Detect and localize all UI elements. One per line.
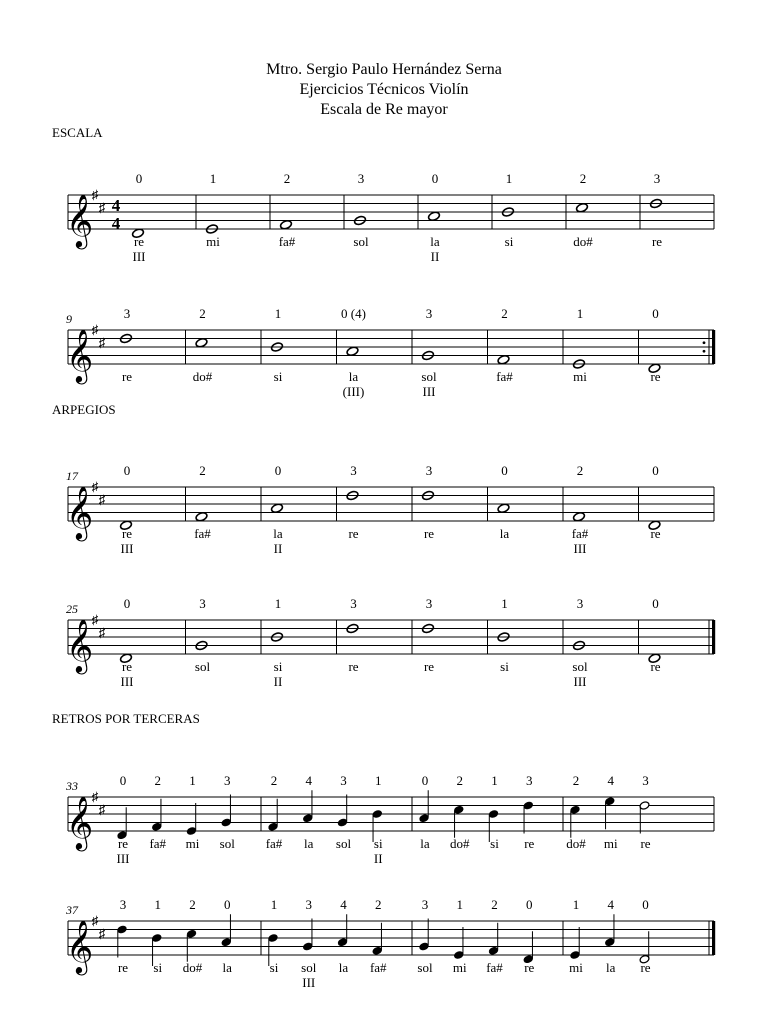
finger-number: 1 (189, 773, 196, 788)
finger-number: 1 (576, 306, 584, 321)
key-signature-sharp-icon: ♯ (91, 789, 99, 804)
note-name: fa# (571, 526, 589, 541)
position-label: III (132, 249, 146, 264)
treble-clef-icon: 𝄞 (66, 487, 94, 538)
staff-group (65, 897, 715, 990)
finger-number: 3 (199, 596, 206, 611)
finger-number: 1 (154, 897, 161, 912)
finger-number: 0 (421, 773, 429, 788)
section-arpegios: ARPEGIOS (52, 402, 116, 417)
finger-number: 1 (501, 596, 508, 611)
note-name: fa# (486, 960, 503, 975)
finger-number: 2 (501, 306, 508, 321)
note-name: re (650, 659, 661, 674)
note-name: re (640, 836, 651, 851)
staff-group (66, 171, 714, 264)
note-name: re (524, 960, 535, 975)
note-name: la (304, 836, 314, 851)
finger-number: 2 (199, 463, 206, 478)
note-name: re (121, 526, 133, 541)
note-name: sol (219, 836, 235, 851)
whole-note (280, 219, 293, 230)
finger-number: 2 (154, 773, 161, 788)
note-name: re (423, 659, 435, 674)
note-name: re (117, 960, 129, 975)
note-name: la (338, 960, 349, 975)
finger-number: 2 (456, 773, 463, 788)
finger-number: 3 (224, 773, 231, 788)
measure-number: 25 (66, 602, 78, 616)
key-signature-sharp-icon: ♯ (98, 199, 106, 215)
note-name: fa# (369, 960, 387, 975)
finger-number: 3 (421, 897, 429, 912)
note-name: sol (572, 659, 588, 674)
note-name: mi (573, 369, 587, 384)
finger-number: 1 (505, 171, 513, 186)
system-1 (0, 171, 768, 264)
finger-number: 2 (199, 306, 206, 321)
finger-number: 0 (274, 463, 282, 478)
note-name: la (420, 836, 430, 851)
note-name: sol (417, 960, 433, 975)
treble-clef-icon: 𝄞 (66, 330, 94, 381)
finger-number: 2 (576, 463, 584, 478)
staff-group (66, 596, 715, 689)
finger-number: 3 (653, 171, 661, 186)
note-name: re (423, 526, 435, 541)
note-name: mi (206, 234, 220, 249)
finger-number: 4 (607, 897, 614, 912)
position-label: III (573, 541, 587, 556)
finger-number: 3 (350, 463, 357, 478)
section-retros: RETROS POR TERCERAS (52, 711, 200, 726)
key-signature-sharp-icon: ♯ (91, 913, 99, 928)
finger-number: 2 (189, 897, 196, 912)
note-name: mi (569, 960, 583, 975)
time-signature-top: 4 (111, 196, 121, 215)
system-5 (0, 773, 768, 866)
finger-number: 1 (274, 596, 282, 611)
note-name: re (348, 526, 359, 541)
note-name: do# (182, 960, 203, 975)
section-escala: ESCALA (52, 125, 103, 140)
finger-number: 3 (425, 463, 433, 478)
note-name: si (504, 234, 514, 249)
finger-number: 0 (642, 897, 649, 912)
note-name: do# (450, 836, 470, 851)
note-name: la (499, 526, 510, 541)
position-label: (III) (342, 384, 365, 399)
finger-number: 2 (375, 897, 382, 912)
finger-number: 3 (642, 773, 649, 788)
note-name: mi (185, 836, 200, 851)
finger-number: 0 (652, 596, 659, 611)
note-name: do# (192, 369, 213, 384)
finger-number: 3 (576, 596, 584, 611)
note-name: si (490, 836, 499, 851)
finger-number: 0 (652, 306, 659, 321)
note-name: si (500, 659, 509, 674)
note-name: re (348, 659, 359, 674)
whole-note (271, 503, 284, 514)
position-label: II (373, 851, 383, 866)
finger-number: 0 (123, 596, 131, 611)
whole-note (497, 503, 510, 514)
note-name: re (133, 234, 145, 249)
note-name: re (650, 526, 661, 541)
position-label: III (573, 674, 587, 689)
finger-number: 3 (123, 306, 131, 321)
finger-number: 2 (491, 897, 498, 912)
finger-number: 0 (123, 463, 131, 478)
finger-number: 0 (652, 463, 659, 478)
whole-note (573, 511, 586, 522)
whole-note (346, 346, 359, 357)
finger-number: 2 (579, 171, 587, 186)
finger-number: 3 (425, 306, 433, 321)
finger-number: 2 (283, 171, 291, 186)
measure-number: 33 (66, 779, 78, 793)
finger-number: 1 (209, 171, 217, 186)
whole-note (497, 354, 510, 365)
finger-number: 3 (119, 897, 127, 912)
final-barline (712, 921, 715, 955)
time-signature-bottom: 4 (111, 214, 121, 233)
note-name: sol (353, 234, 369, 249)
position-label: II (430, 249, 440, 264)
key-signature-sharp-icon: ♯ (98, 801, 106, 817)
finger-number: 3 (350, 596, 357, 611)
note-name: si (273, 659, 283, 674)
position-label: III (302, 975, 316, 990)
note-name: si (153, 960, 163, 975)
finger-number: 0 (431, 171, 439, 186)
note-name: fa# (265, 836, 283, 851)
finger-number: 1 (456, 897, 463, 912)
finger-number: 1 (274, 306, 282, 321)
repeat-dot (703, 350, 706, 353)
finger-number: 1 (491, 773, 498, 788)
note-name: re (117, 836, 129, 851)
finger-number: 1 (270, 897, 278, 912)
finger-number: 3 (340, 773, 347, 788)
final-barline (712, 620, 715, 654)
note-name: re (650, 369, 661, 384)
treble-clef-icon: 𝄞 (66, 195, 94, 246)
finger-number: 1 (572, 897, 580, 912)
note-name: mi (603, 836, 618, 851)
finger-number: 4 (305, 773, 312, 788)
finger-number: 4 (607, 773, 614, 788)
note-name: re (121, 659, 133, 674)
key-signature-sharp-icon: ♯ (98, 925, 106, 941)
measure-number: 17 (66, 469, 78, 483)
note-name: sol (301, 960, 317, 975)
finger-number: 0 (4) (341, 306, 366, 321)
note-name: si (373, 836, 383, 851)
note-name: mi (452, 960, 467, 975)
note-name: do# (573, 234, 593, 249)
whole-note (195, 337, 208, 348)
finger-number: 1 (375, 773, 382, 788)
finger-number: 0 (224, 897, 231, 912)
key-signature-sharp-icon: ♯ (91, 322, 99, 337)
finger-number: 0 (501, 463, 508, 478)
note-name: re (524, 836, 535, 851)
note-name: la (222, 960, 232, 975)
note-name: fa# (496, 369, 513, 384)
note-name: sol (194, 659, 211, 674)
note-name: la (430, 234, 440, 249)
finger-number: 0 (119, 773, 127, 788)
scale-title: Escala de Re mayor (320, 101, 448, 118)
treble-clef-icon: 𝄞 (66, 921, 94, 972)
finger-number: 0 (526, 897, 533, 912)
whole-note (576, 202, 589, 213)
finger-number: 2 (270, 773, 278, 788)
staff-group (66, 463, 714, 556)
treble-clef-icon: 𝄞 (66, 797, 94, 848)
note-name: re (121, 369, 133, 384)
position-label: III (120, 674, 134, 689)
key-signature-sharp-icon: ♯ (91, 612, 99, 627)
finger-number: 2 (572, 773, 580, 788)
position-label: III (422, 384, 436, 399)
treble-clef-icon: 𝄞 (66, 620, 94, 671)
note-name: sol (335, 836, 352, 851)
finger-number: 4 (340, 897, 347, 912)
position-label: II (273, 541, 283, 556)
position-label: III (120, 541, 134, 556)
note-name: re (640, 960, 651, 975)
staff-group (65, 773, 714, 866)
work-title: Ejercicios Técnicos Violín (299, 81, 469, 98)
composer-title: Mtro. Sergio Paulo Hernández Serna (266, 61, 502, 78)
note-name: do# (566, 836, 586, 851)
key-signature-sharp-icon: ♯ (98, 491, 106, 507)
measure-number: 37 (66, 903, 78, 917)
note-name: sol (421, 369, 437, 384)
position-label: III (116, 851, 130, 866)
measure-number: 9 (66, 312, 72, 326)
note-name: la (606, 960, 616, 975)
whole-note (428, 211, 441, 222)
key-signature-sharp-icon: ♯ (98, 334, 106, 350)
final-barline (712, 330, 715, 364)
finger-number: 3 (526, 773, 533, 788)
system-4 (0, 596, 768, 689)
note-name: si (273, 369, 283, 384)
key-signature-sharp-icon: ♯ (91, 187, 99, 202)
position-label: II (273, 674, 283, 689)
staff-group (66, 306, 715, 399)
key-signature-sharp-icon: ♯ (91, 479, 99, 494)
key-signature-sharp-icon: ♯ (98, 624, 106, 640)
system-6 (0, 897, 768, 990)
finger-number: 3 (425, 596, 433, 611)
note-name: fa# (278, 234, 296, 249)
note-name: fa# (194, 526, 211, 541)
note-name: si (269, 960, 279, 975)
note-name: re (651, 234, 663, 249)
finger-number: 3 (305, 897, 312, 912)
finger-number: 3 (357, 171, 365, 186)
system-2 (0, 306, 768, 399)
finger-number: 0 (135, 171, 143, 186)
whole-note (195, 511, 208, 522)
system-3 (0, 463, 768, 556)
note-name: fa# (149, 836, 167, 851)
repeat-dot (703, 341, 706, 344)
note-name: la (348, 369, 359, 384)
note-name: la (273, 526, 283, 541)
